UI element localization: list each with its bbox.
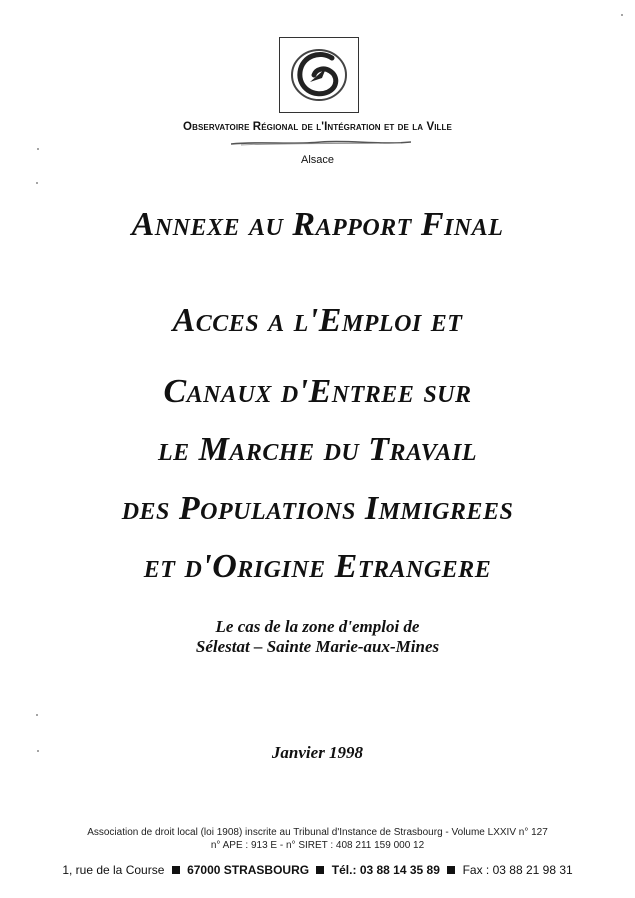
legal-registration: Association de droit local (loi 1908) inscrite au Tribunal d'Instance de Strasbourg - Volume LXXIV n° 127 [87,827,548,838]
title-line-1: Acces a l'Emploi et [172,302,463,339]
street-address: 1, rue de la Course [62,863,165,877]
phone-label: Tél.: [331,863,357,877]
subtitle-line-1: Le cas de la zone d'emploi de [215,617,420,636]
report-date: Janvier 1998 [271,743,364,762]
organization-name: Observatoire Régional de l'Intégration et de la Ville [183,121,452,133]
title-line-5: et d'Origine Etrangere [143,548,492,585]
scan-speck [37,148,39,150]
address-line [0,863,635,877]
report-kind: Annexe au Rapport Final [131,206,504,243]
title-line-3: le Marche du Travail [158,431,477,468]
scan-speck [621,14,623,16]
scan-speck [37,750,39,752]
organization-region: Alsace [300,154,335,166]
fax-number: 03 88 21 98 31 [492,863,573,877]
bullet-square-icon [172,866,180,874]
scan-speck [36,182,38,184]
title-line-4: des Populations Immigrees [121,490,514,527]
bullet-square-icon [447,866,455,874]
title-line-2: Canaux d'Entree sur [163,373,472,410]
city: 67000 STRASBOURG [187,863,310,877]
subtitle-line-2: Sélestat – Sainte Marie-aux-Mines [195,637,440,656]
spiral-logo-icon [280,38,358,112]
decorative-rule [231,140,411,146]
legal-identifiers: n° APE : 913 E - n° SIRET : 408 211 159 000 12 [210,840,425,851]
phone-number: 03 88 14 35 89 [359,863,440,877]
orive-logo [279,37,359,113]
scan-speck [36,714,38,716]
bullet-square-icon [316,866,324,874]
fax-label: Fax : [462,863,490,877]
